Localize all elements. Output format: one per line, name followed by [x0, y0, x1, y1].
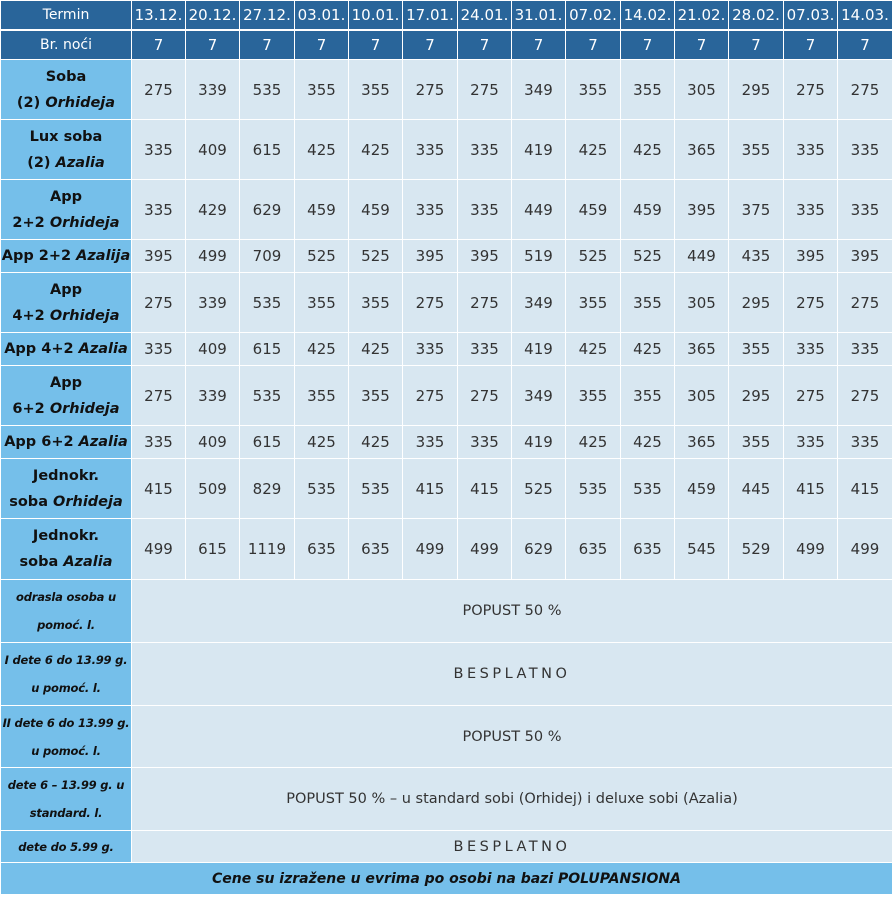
discount-label — [1, 643, 132, 706]
price-cell: 349 — [512, 366, 566, 426]
price-cell: 415 — [458, 459, 512, 519]
price-cell: 525 — [512, 459, 566, 519]
price-cell: 499 — [458, 519, 512, 580]
room-type-plain: (2) — [16, 94, 46, 111]
price-cell: 415 — [838, 459, 893, 519]
price-cell: 355 — [295, 60, 349, 120]
price-cell: 335 — [838, 120, 893, 180]
room-type-line2 — [1, 243, 131, 269]
price-cell: 275 — [403, 273, 458, 333]
price-cell: 629 — [240, 180, 295, 240]
room-type-plain: App 4+2 — [4, 341, 79, 357]
price-cell: 395 — [403, 240, 458, 273]
date-header: 13.12. — [132, 1, 186, 31]
discount-label — [1, 706, 132, 768]
price-cell: 409 — [186, 333, 240, 366]
price-cell: 525 — [566, 240, 621, 273]
discount-value: BESPLATNO — [132, 831, 893, 863]
price-cell: 335 — [784, 426, 838, 459]
price-cell: 275 — [132, 366, 186, 426]
price-cell: 459 — [295, 180, 349, 240]
discount-row — [1, 768, 893, 831]
room-type-line1: Jednokr. — [32, 528, 100, 544]
room-type-line2 — [1, 396, 131, 422]
discount-value: POPUST 50 % — [132, 706, 893, 768]
price-cell: 275 — [403, 60, 458, 120]
room-type-label — [1, 120, 132, 180]
price-cell: 429 — [186, 180, 240, 240]
price-cell: 335 — [458, 333, 512, 366]
price-cell: 349 — [512, 273, 566, 333]
discount-row — [1, 580, 893, 643]
discount-label-line1: dete do 5.99 g. — [18, 839, 114, 854]
price-cell: 275 — [132, 60, 186, 120]
room-type-label — [1, 519, 132, 580]
date-header: 14.03. — [838, 1, 893, 31]
price-cell: 499 — [403, 519, 458, 580]
room-building-name: Orhideja — [49, 307, 120, 324]
discount-value: POPUST 50 % – u standard sobi (Orhidej) i deluxe sobi (Azalia) — [132, 768, 893, 831]
room-type-line2 — [1, 489, 131, 515]
nights-value: 7 — [729, 30, 784, 60]
discount-label-line1: I dete 6 do 13.99 g. — [4, 653, 128, 667]
discount-label-line2: standard. l. — [29, 806, 103, 820]
price-cell: 275 — [838, 273, 893, 333]
price-cell: 525 — [621, 240, 675, 273]
nights-label: Br. noći — [1, 30, 132, 60]
room-type-plain: 2+2 — [12, 214, 50, 231]
price-cell: 425 — [295, 120, 349, 180]
price-cell: 335 — [403, 333, 458, 366]
price-cell: 305 — [675, 60, 729, 120]
price-cell: 339 — [186, 273, 240, 333]
price-cell: 425 — [621, 333, 675, 366]
price-cell: 335 — [132, 180, 186, 240]
price-cell: 529 — [729, 519, 784, 580]
price-cell: 355 — [295, 366, 349, 426]
price-cell: 275 — [403, 366, 458, 426]
discount-label — [1, 768, 132, 831]
price-cell: 275 — [458, 273, 512, 333]
room-type-line2 — [1, 549, 131, 575]
price-cell: 425 — [566, 426, 621, 459]
price-cell: 335 — [458, 120, 512, 180]
price-cell: 425 — [349, 333, 403, 366]
room-type-line2 — [1, 210, 131, 236]
price-cell: 349 — [512, 60, 566, 120]
price-cell: 525 — [349, 240, 403, 273]
table-row — [1, 240, 893, 273]
price-cell: 335 — [403, 120, 458, 180]
price-cell: 615 — [240, 333, 295, 366]
date-header: 27.12. — [240, 1, 295, 31]
price-cell: 305 — [675, 366, 729, 426]
price-cell: 335 — [784, 180, 838, 240]
room-type-label — [1, 459, 132, 519]
price-cell: 395 — [838, 240, 893, 273]
room-type-label — [1, 366, 132, 426]
discount-label-line2: u pomoć. l. — [31, 681, 101, 695]
price-cell: 355 — [621, 60, 675, 120]
nights-value: 7 — [295, 30, 349, 60]
price-cell: 355 — [349, 60, 403, 120]
price-cell: 305 — [675, 273, 729, 333]
room-type-line2 — [1, 336, 131, 362]
room-type-plain: (2) — [27, 154, 56, 171]
price-cell: 355 — [349, 366, 403, 426]
header-row-dates — [1, 1, 893, 31]
nights-value: 7 — [512, 30, 566, 60]
price-cell: 365 — [675, 333, 729, 366]
nights-value: 7 — [403, 30, 458, 60]
price-cell: 355 — [349, 273, 403, 333]
price-cell: 635 — [295, 519, 349, 580]
date-header: 20.12. — [186, 1, 240, 31]
room-type-plain: App 2+2 — [1, 248, 77, 264]
room-type-line2 — [1, 303, 131, 329]
discount-row — [1, 643, 893, 706]
discount-row — [1, 706, 893, 768]
price-cell: 535 — [240, 273, 295, 333]
room-type-plain: 4+2 — [12, 307, 50, 324]
price-cell: 275 — [458, 60, 512, 120]
price-cell: 635 — [349, 519, 403, 580]
date-header: 31.01. — [512, 1, 566, 31]
price-cell: 395 — [784, 240, 838, 273]
price-cell: 449 — [512, 180, 566, 240]
price-cell: 339 — [186, 60, 240, 120]
price-cell: 535 — [621, 459, 675, 519]
room-type-label — [1, 240, 132, 273]
price-cell: 1119 — [240, 519, 295, 580]
discount-label-line2: pomoć. l. — [37, 618, 95, 632]
price-cell: 499 — [132, 519, 186, 580]
price-cell: 425 — [349, 120, 403, 180]
room-building-name: Azalia — [63, 554, 113, 570]
room-type-label — [1, 273, 132, 333]
price-cell: 459 — [621, 180, 675, 240]
price-cell: 275 — [784, 60, 838, 120]
price-cell: 295 — [729, 366, 784, 426]
room-building-name: Azalia — [78, 341, 128, 357]
price-cell: 275 — [458, 366, 512, 426]
table-body — [1, 60, 893, 863]
price-cell: 525 — [295, 240, 349, 273]
price-cell: 615 — [240, 120, 295, 180]
price-cell: 709 — [240, 240, 295, 273]
price-cell: 335 — [838, 426, 893, 459]
price-cell: 635 — [566, 519, 621, 580]
price-cell: 419 — [512, 426, 566, 459]
room-type-plain: soba — [19, 554, 64, 570]
price-cell: 535 — [349, 459, 403, 519]
price-cell: 335 — [132, 333, 186, 366]
price-cell: 509 — [186, 459, 240, 519]
room-type-line2 — [1, 429, 131, 455]
table-row — [1, 459, 893, 519]
nights-value: 7 — [132, 30, 186, 60]
room-type-plain: 6+2 — [12, 400, 50, 417]
price-cell: 275 — [838, 366, 893, 426]
price-cell: 395 — [675, 180, 729, 240]
price-cell: 425 — [566, 120, 621, 180]
price-cell: 435 — [729, 240, 784, 273]
price-cell: 499 — [784, 519, 838, 580]
discount-label-line1: odrasla osoba u — [16, 590, 116, 604]
date-header: 14.02. — [621, 1, 675, 31]
price-cell: 335 — [784, 120, 838, 180]
price-cell: 355 — [729, 120, 784, 180]
price-cell: 335 — [838, 333, 893, 366]
nights-value: 7 — [838, 30, 893, 60]
table-row — [1, 519, 893, 580]
room-type-plain: App 6+2 — [4, 434, 79, 450]
price-cell: 335 — [458, 180, 512, 240]
price-cell: 335 — [784, 333, 838, 366]
price-cell: 615 — [186, 519, 240, 580]
price-cell: 535 — [295, 459, 349, 519]
price-cell: 275 — [784, 366, 838, 426]
price-cell: 629 — [512, 519, 566, 580]
price-cell: 615 — [240, 426, 295, 459]
price-cell: 425 — [349, 426, 403, 459]
price-cell: 295 — [729, 60, 784, 120]
price-cell: 425 — [295, 333, 349, 366]
price-cell: 459 — [566, 180, 621, 240]
price-cell: 415 — [403, 459, 458, 519]
price-cell: 535 — [240, 60, 295, 120]
price-cell: 355 — [729, 333, 784, 366]
price-cell: 425 — [621, 426, 675, 459]
price-cell: 335 — [132, 120, 186, 180]
price-cell: 635 — [621, 519, 675, 580]
room-type-line1: Soba — [45, 68, 87, 85]
price-cell: 425 — [566, 333, 621, 366]
nights-value: 7 — [349, 30, 403, 60]
nights-value: 7 — [458, 30, 512, 60]
nights-value: 7 — [186, 30, 240, 60]
price-cell: 355 — [566, 60, 621, 120]
room-type-line1: App — [50, 374, 82, 391]
room-building-name: Azalija — [76, 248, 131, 264]
price-cell: 395 — [458, 240, 512, 273]
footer-row — [1, 863, 893, 895]
room-building-name: Orhideja — [53, 493, 123, 510]
price-cell: 425 — [295, 426, 349, 459]
price-cell: 545 — [675, 519, 729, 580]
room-type-label — [1, 426, 132, 459]
price-cell: 415 — [132, 459, 186, 519]
date-header: 07.02. — [566, 1, 621, 31]
nights-value: 7 — [240, 30, 295, 60]
nights-value: 7 — [566, 30, 621, 60]
room-type-line1: App — [50, 188, 82, 205]
room-building-name: Orhideja — [45, 94, 116, 111]
price-cell: 499 — [838, 519, 893, 580]
room-type-line1: Lux soba — [29, 128, 103, 145]
price-cell: 335 — [132, 426, 186, 459]
room-type-label — [1, 180, 132, 240]
price-cell: 409 — [186, 426, 240, 459]
termin-label: Termin — [1, 1, 132, 31]
room-type-line1: App — [50, 281, 82, 298]
price-cell: 355 — [295, 273, 349, 333]
table-row — [1, 60, 893, 120]
price-cell: 275 — [132, 273, 186, 333]
table-row — [1, 426, 893, 459]
discount-value: BESPLATNO — [132, 643, 893, 706]
price-cell: 425 — [621, 120, 675, 180]
nights-value: 7 — [675, 30, 729, 60]
room-building-name: Azalia — [78, 434, 128, 450]
nights-value: 7 — [784, 30, 838, 60]
price-cell: 415 — [784, 459, 838, 519]
price-cell: 335 — [458, 426, 512, 459]
room-type-plain: soba — [9, 493, 54, 510]
date-header: 21.02. — [675, 1, 729, 31]
discount-label-line2: u pomoć. l. — [31, 743, 101, 758]
table-row — [1, 120, 893, 180]
price-cell: 355 — [621, 366, 675, 426]
table-row — [1, 333, 893, 366]
price-cell: 419 — [512, 120, 566, 180]
price-cell: 335 — [403, 426, 458, 459]
price-cell: 395 — [132, 240, 186, 273]
discount-label — [1, 831, 132, 863]
price-cell: 335 — [403, 180, 458, 240]
price-cell: 355 — [621, 273, 675, 333]
price-cell: 449 — [675, 240, 729, 273]
price-cell: 535 — [240, 366, 295, 426]
discount-row — [1, 831, 893, 863]
nights-value: 7 — [621, 30, 675, 60]
date-header: 28.02. — [729, 1, 784, 31]
room-type-line2 — [1, 150, 131, 176]
price-cell: 295 — [729, 273, 784, 333]
price-note: Cene su izražene u evrima po osobi na bazi POLUPANSIONA — [1, 863, 893, 895]
price-cell: 335 — [838, 180, 893, 240]
price-cell: 365 — [675, 120, 729, 180]
discount-label-line1: II dete 6 do 13.99 g. — [2, 715, 130, 730]
room-type-line1: Jednokr. — [32, 467, 100, 484]
price-cell: 409 — [186, 120, 240, 180]
table-row — [1, 366, 893, 426]
price-cell: 355 — [729, 426, 784, 459]
price-cell: 365 — [675, 426, 729, 459]
price-cell: 355 — [566, 366, 621, 426]
price-cell: 459 — [349, 180, 403, 240]
discount-label — [1, 580, 132, 643]
price-cell: 535 — [566, 459, 621, 519]
table-row — [1, 180, 893, 240]
date-header: 17.01. — [403, 1, 458, 31]
price-cell: 355 — [566, 273, 621, 333]
price-cell: 459 — [675, 459, 729, 519]
room-type-label — [1, 60, 132, 120]
price-cell: 275 — [784, 273, 838, 333]
price-cell: 829 — [240, 459, 295, 519]
date-header: 24.01. — [458, 1, 512, 31]
price-cell: 445 — [729, 459, 784, 519]
price-cell: 519 — [512, 240, 566, 273]
discount-value: POPUST 50 % — [132, 580, 893, 643]
date-header: 07.03. — [784, 1, 838, 31]
table-row — [1, 273, 893, 333]
room-building-name: Orhideja — [49, 214, 120, 231]
header-row-nights — [1, 30, 893, 60]
price-cell: 419 — [512, 333, 566, 366]
room-building-name: Orhideja — [49, 400, 120, 417]
room-building-name: Azalia — [55, 154, 105, 171]
date-header: 03.01. — [295, 1, 349, 31]
price-cell: 375 — [729, 180, 784, 240]
room-type-label — [1, 333, 132, 366]
room-type-line2 — [1, 90, 131, 116]
discount-label-line1: dete 6 – 13.99 g. u — [7, 778, 125, 792]
price-cell: 499 — [186, 240, 240, 273]
price-cell: 275 — [838, 60, 893, 120]
price-cell: 339 — [186, 366, 240, 426]
date-header: 10.01. — [349, 1, 403, 31]
